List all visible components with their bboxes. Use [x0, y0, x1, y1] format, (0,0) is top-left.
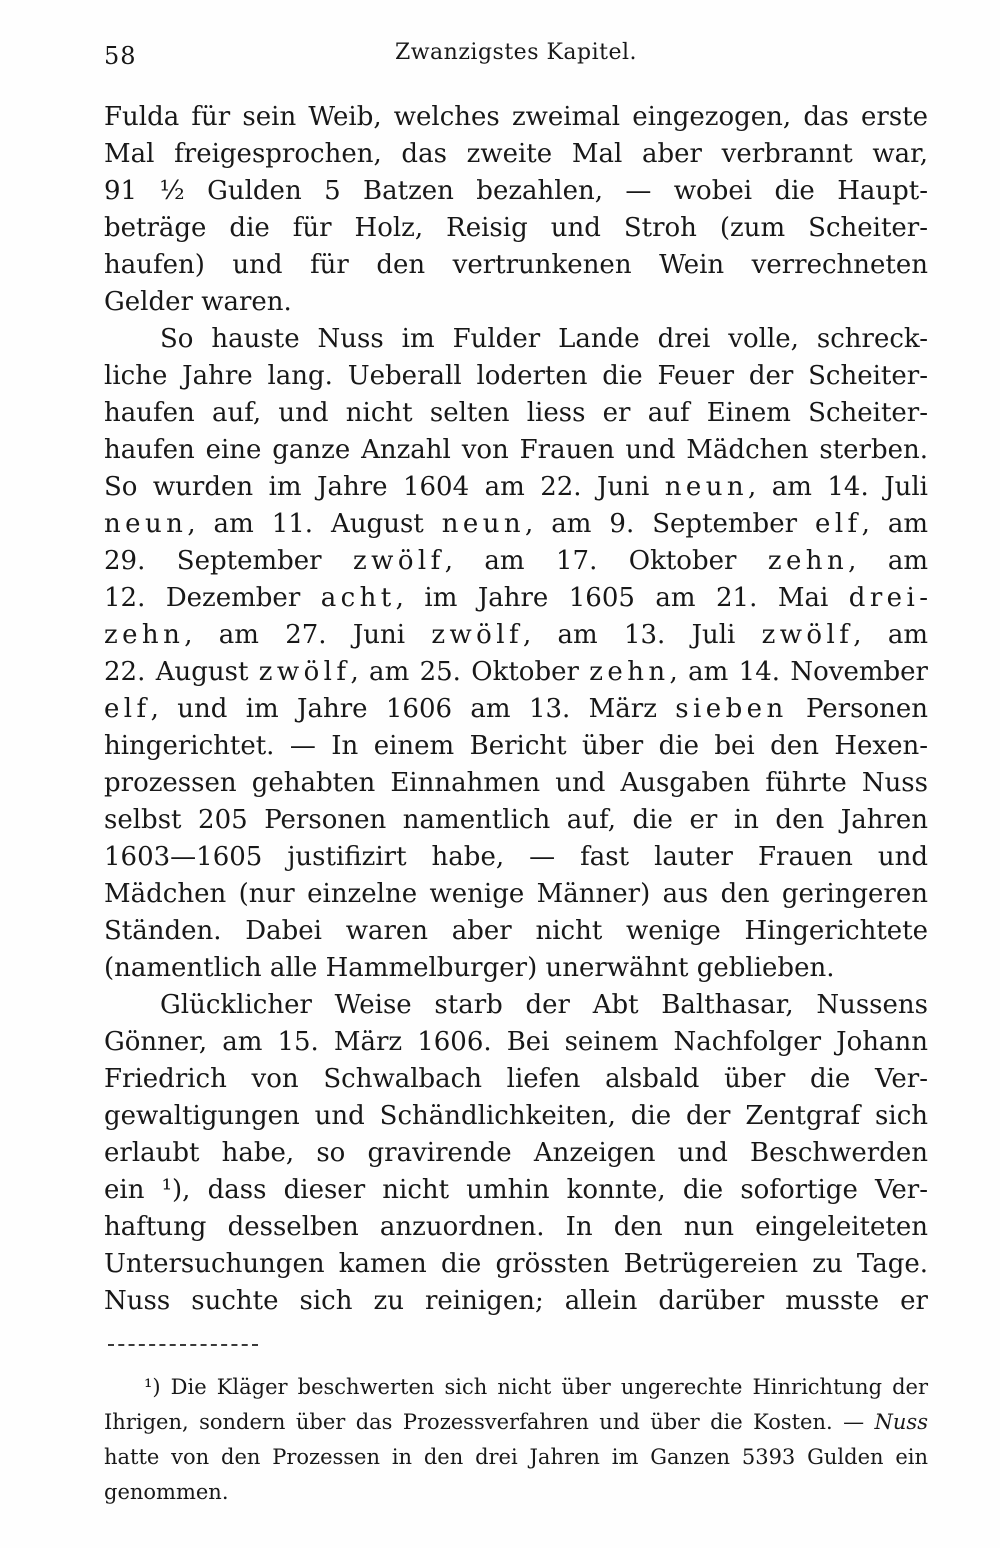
text-line: elf, und im Jahre 1606 am 13. März sieben Personen: [104, 694, 928, 724]
text-line: liche Jahre lang. Ueberall loderten die Feuer der Scheiter-: [104, 361, 928, 391]
text-line: selbst 205 Personen namentlich auf, die er in den Jahren: [104, 805, 928, 835]
text-line: Friedrich von Schwalbach liefen alsbald über die Ver-: [104, 1064, 928, 1094]
text-line: 22. August zwölf, am 25. Oktober zehn, am 14. November: [104, 657, 928, 687]
text-line: Untersuchungen kamen die grössten Betrügereien zu Tage.: [104, 1249, 928, 1279]
text-line: ¹) Die Kläger beschwerten sich nicht über ungerechte Hinrichtung der: [144, 1375, 928, 1399]
text-line: neun, am 11. August neun, am 9. September elf, am: [104, 509, 929, 539]
chapter-title: Zwanzigstes Kapitel.: [394, 40, 638, 65]
footnote: [104, 1370, 928, 1510]
text-line: genommen.: [104, 1480, 229, 1504]
text-line: Mal freigesprochen, das zweite Mal aber verbrannt war,: [104, 139, 928, 169]
text-line: prozessen gehabten Einnahmen und Ausgaben führte Nuss: [104, 768, 928, 798]
text-line: Ihrigen, sondern über das Prozessverfahren und über die Kosten. — Nuss: [104, 1410, 928, 1434]
text-line: Fulda für sein Weib, welches zweimal eingezogen, das erste: [104, 102, 928, 132]
text-line: 91 ½ Gulden 5 Batzen bezahlen, — wobei die Haupt-: [104, 176, 928, 206]
text-line: Gönner, am 15. März 1606. Bei seinem Nachfolger Johann: [104, 1027, 928, 1057]
text-line: gewaltigungen und Schändlichkeiten, die der Zentgraf sich: [104, 1101, 928, 1131]
footnote-separator: [108, 1344, 258, 1346]
text-line: beträge die für Holz, Reisig und Stroh (zum Scheiter-: [104, 213, 928, 243]
text-line: haufen) und für den vertrunkenen Wein verrechneten: [104, 250, 928, 280]
text-line: erlaubt habe, so gravirende Anzeigen und Beschwerden: [104, 1138, 928, 1168]
text-line: Mädchen (nur einzelne wenige Männer) aus den geringeren: [104, 879, 928, 909]
text-line: haufen eine ganze Anzahl von Frauen und Mädchen sterben.: [104, 435, 928, 465]
text-line: So wurden im Jahre 1604 am 22. Juni neun, am 14. Juli: [104, 472, 929, 502]
text-line: 29. September zwölf, am 17. Oktober zehn, am: [104, 546, 929, 576]
text-line: ein ¹), dass dieser nicht umhin konnte, die sofortige Ver-: [104, 1175, 928, 1205]
text-line: haftung desselben anzuordnen. In den nun eingeleiteten: [104, 1212, 928, 1242]
body-text: [104, 99, 928, 1320]
text-line: haufen auf, und nicht selten liess er auf Einem Scheiter-: [104, 398, 928, 428]
text-line: Nuss suchte sich zu reinigen; allein darüber musste er: [104, 1286, 928, 1316]
text-line: Glücklicher Weise starb der Abt Balthasar, Nussens: [160, 990, 928, 1020]
text-line: Ständen. Dabei waren aber nicht wenige Hingerichtete: [104, 916, 928, 946]
text-line: Gelder waren.: [104, 287, 292, 317]
text-line: hatte von den Prozessen in den drei Jahren im Ganzen 5393 Gulden ein: [104, 1445, 928, 1469]
text-line: 1603—1605 justifizirt habe, — fast lauter Frauen und: [104, 842, 928, 872]
text-line: (namentlich alle Hammelburger) unerwähnt geblieben.: [104, 953, 835, 983]
text-line: zehn, am 27. Juni zwölf, am 13. Juli zwölf, am: [104, 620, 928, 650]
text-line: So hauste Nuss im Fulder Lande drei volle, schreck-: [160, 324, 928, 354]
text-line: 12. Dezember acht, im Jahre 1605 am 21. Mai drei-: [104, 583, 929, 613]
page-header: [104, 40, 928, 72]
page-number: 58: [104, 42, 137, 70]
text-line: hingerichtet. — In einem Bericht über die bei den Hexen-: [104, 731, 928, 761]
